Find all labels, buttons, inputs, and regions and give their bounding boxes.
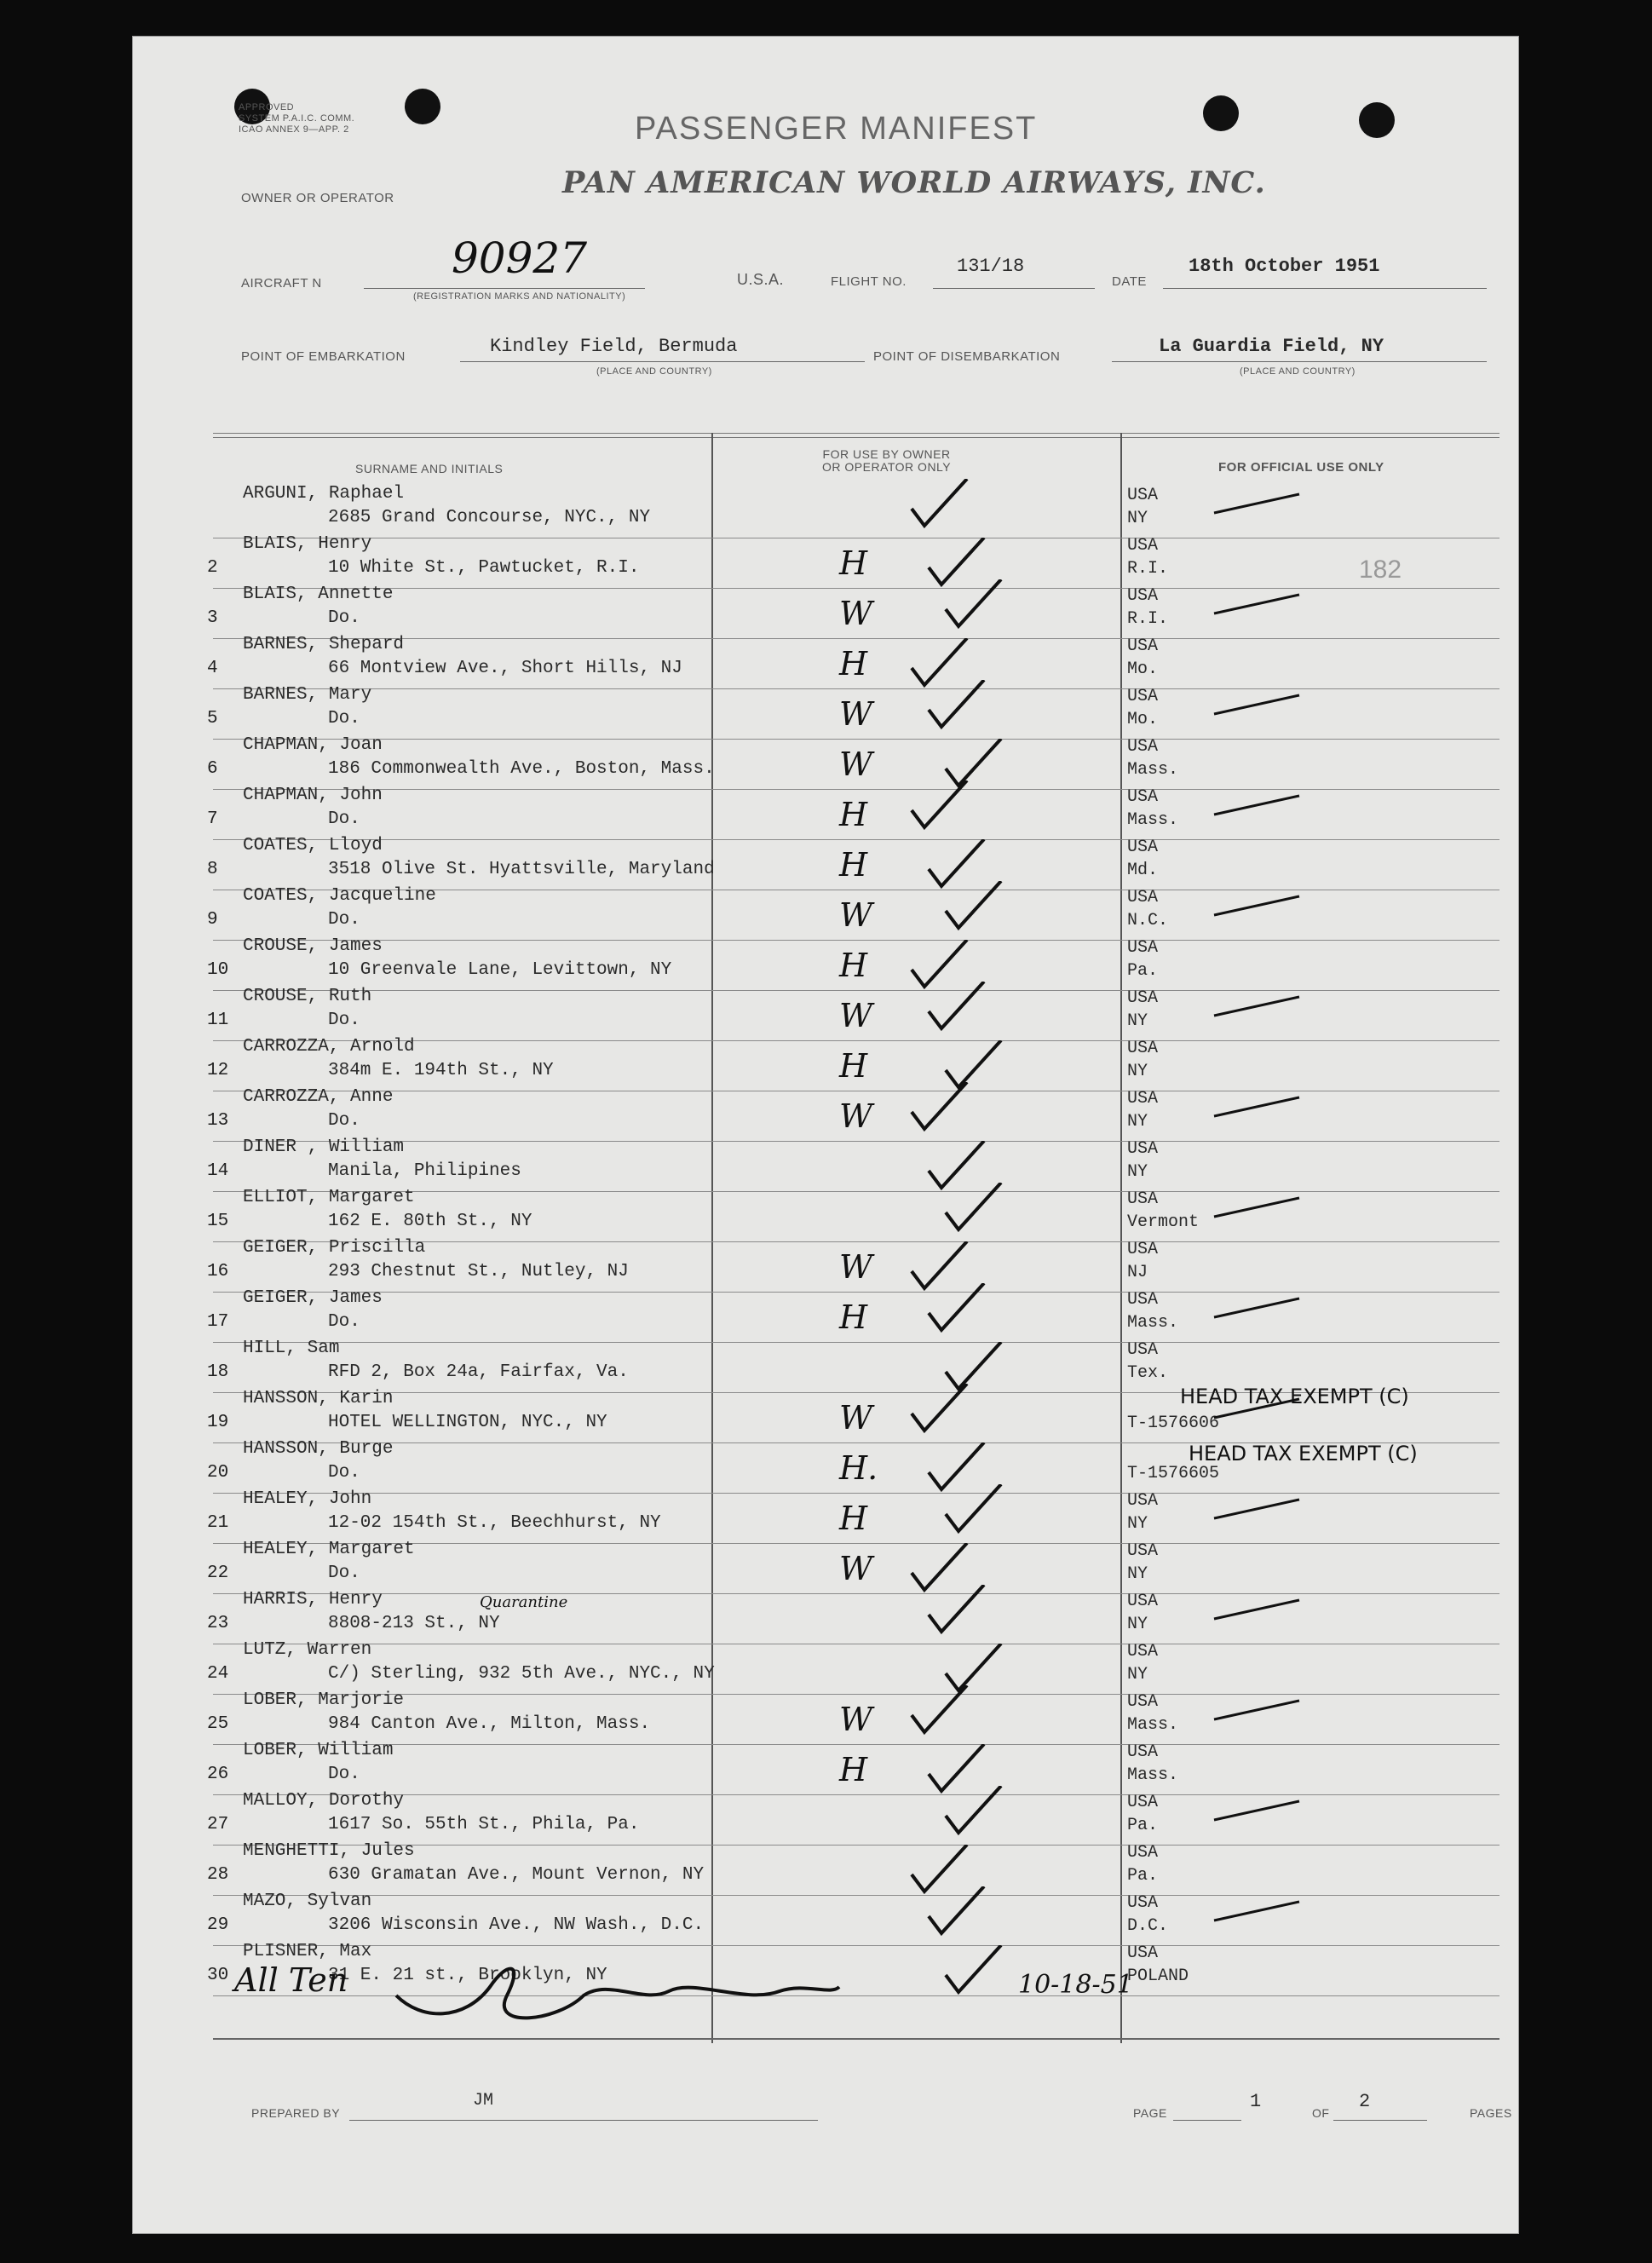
official-country: USA [1127,1039,1159,1058]
official-state: Md. [1127,861,1159,880]
check-mark-icon [924,680,993,731]
official-country: USA [1127,1189,1159,1209]
official-country: USA [1127,787,1159,807]
table-row [132,886,1519,940]
official-country: USA [1127,988,1159,1008]
official-country: USA [1127,1893,1159,1913]
annotation-19: HEAD TAX EXEMPT (C) [1180,1385,1409,1408]
manifest-sheet [132,36,1519,2234]
page-total: 2 [1359,2091,1371,2112]
row-number: 25 [207,1714,229,1734]
row-number: 13 [207,1111,229,1131]
table-row [132,1841,1519,1895]
passenger-address: Do. [328,1765,360,1784]
official-country: USA [1127,1943,1159,1963]
owner-label: OWNER OR OPERATOR [241,191,394,205]
table-row [132,1640,1519,1694]
official-state: NJ [1127,1263,1148,1282]
row-number: 16 [207,1262,229,1281]
official-state: Mass. [1127,1313,1179,1333]
official-check-icon [1206,1091,1308,1125]
passenger-name: MENGHETTI, Jules [243,1841,415,1861]
official-state: NY [1127,1514,1148,1534]
official-check-icon [1206,1191,1308,1225]
passenger-name: HARRIS, Henry [243,1590,383,1609]
passenger-name: BLAIS, Annette [243,584,394,604]
official-state: T-1576605 [1127,1464,1220,1483]
official-state: Mass. [1127,1715,1179,1735]
of-label: OF [1312,2106,1330,2120]
passenger-name: MAZO, Sylvan [243,1892,372,1911]
owner-mark: W [839,1399,873,1437]
check-mark-icon [924,982,993,1033]
stamp-number: 182 [1359,556,1402,584]
passenger-name: BLAIS, Henry [243,534,372,554]
official-country: USA [1127,1742,1159,1762]
check-mark-icon [924,1585,993,1636]
official-state: Mo. [1127,659,1159,679]
passenger-address: C/) Sterling, 932 5th Ave., NYC., NY [328,1664,715,1684]
passenger-address: RFD 2, Box 24a, Fairfax, Va. [328,1362,629,1382]
row-number: 10 [207,960,229,980]
col-surname-header: SURNAME AND INITIALS [355,462,504,475]
disembarkation-point: La Guardia Field, NY [1159,336,1384,357]
passenger-name: ARGUNI, Raphael [243,484,405,504]
passenger-name: HILL, Sam [243,1339,340,1358]
row-number: 26 [207,1765,229,1784]
passenger-address: 10 White St., Pawtucket, R.I. [328,558,640,578]
official-state: NY [1127,1615,1148,1634]
check-mark-icon [924,1283,993,1334]
table-row [132,786,1519,839]
table-row [132,836,1519,890]
page-title: PASSENGER MANIFEST [635,111,1038,147]
official-state: Mo. [1127,710,1159,729]
official-state: Mass. [1127,1765,1179,1785]
owner-mark: W [839,746,873,783]
official-state: D.C. [1127,1916,1169,1936]
official-state: Tex. [1127,1363,1169,1383]
official-state: NY [1127,1162,1148,1182]
check-mark-icon [941,1786,1010,1837]
official-state: NY [1127,1011,1148,1031]
row-number: 2 [207,558,218,578]
table-row [132,1288,1519,1342]
embarkation-point: Kindley Field, Bermuda [490,336,738,357]
passenger-name: LUTZ, Warren [243,1640,372,1660]
table-row [132,987,1519,1040]
passenger-name: LOBER, Marjorie [243,1690,405,1710]
official-check-icon [1206,688,1308,723]
official-check-icon [1206,487,1308,521]
aircraft-label: AIRCRAFT N [241,276,322,291]
row-number: 28 [207,1865,229,1885]
owner-mark: H [839,645,868,682]
official-country: USA [1127,1240,1159,1259]
footer-signature: All Ten [234,1961,348,1999]
passenger-address: Do. [328,809,360,829]
official-country: USA [1127,1793,1159,1812]
punch-hole [1359,102,1395,138]
passenger-address: 10 Greenvale Lane, Levittown, NY [328,960,672,980]
disembarkation-label: POINT OF DISEMBARKATION [873,349,1061,364]
registration-caption: (REGISTRATION MARKS AND NATIONALITY) [413,291,626,302]
check-mark-icon [907,1384,976,1435]
check-mark-icon [941,579,1010,631]
official-country: USA [1127,888,1159,907]
passenger-address: 3518 Olive St. Hyattsville, Maryland [328,860,715,879]
check-mark-icon [941,1945,1010,1996]
check-mark-icon [941,1484,1010,1535]
passenger-name: BARNES, Shepard [243,635,405,654]
table-row [132,1037,1519,1091]
passenger-name: MALLOY, Dorothy [243,1791,405,1811]
owner-mark: W [839,1097,873,1135]
table-row [132,735,1519,789]
owner-name: PAN AMERICAN WORLD AIRWAYS, INC. [562,165,1266,200]
passenger-name: CARROZZA, Arnold [243,1037,415,1057]
official-check-icon [1206,1694,1308,1728]
official-check-icon [1206,890,1308,924]
row-number: 4 [207,659,218,678]
table-row [132,635,1519,688]
row-number: 12 [207,1061,229,1080]
passenger-name: HEALEY, John [243,1489,372,1509]
passenger-address: 2685 Grand Concourse, NYC., NY [328,508,651,527]
prepared-by: JM [473,2091,494,2110]
passenger-address: 384m E. 194th St., NY [328,1061,554,1080]
owner-mark: W [839,1248,873,1286]
owner-mark: W [839,997,873,1034]
prepared-label: PREPARED BY [251,2106,341,2120]
flight-label: FLIGHT NO. [831,274,907,289]
row-number: 6 [207,759,218,779]
owner-mark: H [839,846,868,884]
check-mark-icon [907,780,976,832]
page-label: PAGE [1133,2106,1167,2120]
passenger-address: Do. [328,910,360,930]
table-row [132,1590,1519,1644]
official-state: NY [1127,1665,1148,1684]
official-country: USA [1127,1592,1159,1611]
disembark-caption: (PLACE AND COUNTRY) [1240,366,1356,377]
official-country: USA [1127,486,1159,505]
passenger-address: 31 E. 21 st., Brooklyn, NY [328,1966,607,1985]
passenger-address: 3206 Wisconsin Ave., NW Wash., D.C. [328,1915,705,1935]
owner-mark: W [839,595,873,632]
passenger-address: 293 Chestnut St., Nutley, NJ [328,1262,629,1281]
official-country: USA [1127,1290,1159,1310]
official-state: T-1576606 [1127,1414,1220,1433]
official-country: USA [1127,1139,1159,1159]
table-row [132,1791,1519,1845]
check-mark-icon [907,1685,976,1736]
official-country: USA [1127,1541,1159,1561]
row-number: 30 [207,1966,229,1985]
official-country: USA [1127,636,1159,656]
row-number: 3 [207,608,218,628]
official-check-icon [1206,1292,1308,1326]
official-state: R.I. [1127,559,1169,579]
owner-mark: H [839,947,868,984]
passenger-address: Do. [328,1111,360,1131]
row-number: 20 [207,1463,229,1483]
passenger-name: ELLIOT, Margaret [243,1188,415,1207]
passenger-address: Do. [328,1312,360,1332]
table-row [132,1892,1519,1945]
row-number: 24 [207,1664,229,1684]
date-label: DATE [1112,274,1147,289]
official-state: N.C. [1127,911,1169,930]
owner-mark: W [839,1550,873,1587]
passenger-name: COATES, Jacqueline [243,886,436,906]
check-mark-icon [941,1183,1010,1234]
passenger-name: BARNES, Mary [243,685,372,705]
passenger-name: CROUSE, Ruth [243,987,372,1006]
official-country: USA [1127,1642,1159,1661]
owner-mark: W [839,695,873,733]
passenger-name: LOBER, William [243,1741,394,1760]
table-row [132,484,1519,538]
owner-mark: W [839,896,873,934]
owner-mark: H [839,544,868,582]
row-number: 15 [207,1212,229,1231]
nationality: U.S.A. [737,271,785,288]
official-state: Pa. [1127,1866,1159,1886]
passenger-name: COATES, Lloyd [243,836,383,855]
pages-label: PAGES [1470,2106,1512,2120]
passenger-name: DINER , William [243,1137,405,1157]
table-row [132,584,1519,638]
passenger-name: CARROZZA, Anne [243,1087,394,1107]
passenger-address: Manila, Philipines [328,1161,521,1181]
passenger-address: 630 Gramatan Ave., Mount Vernon, NY [328,1865,705,1885]
official-check-icon [1206,1895,1308,1929]
official-state: POLAND [1127,1966,1189,1986]
passenger-address: 162 E. 80th St., NY [328,1212,532,1231]
table-row [132,1540,1519,1593]
row-number: 29 [207,1915,229,1935]
owner-mark: H [839,796,868,833]
approval-note: APPROVED SYSTEM P.A.I.C. COMM. ICAO ANNEX 9—APP. 2 [239,102,355,135]
col-owner-header: FOR USE BY OWNER OR OPERATOR ONLY [822,447,952,474]
official-check-icon [1206,990,1308,1024]
table-row [132,534,1519,588]
official-state: Pa. [1127,1816,1159,1835]
official-state: Pa. [1127,961,1159,981]
check-mark-icon [941,881,1010,932]
flight-date: 18th October 1951 [1189,256,1380,277]
official-country: USA [1127,1843,1159,1863]
passenger-name: CHAPMAN, John [243,786,383,805]
official-check-icon [1206,789,1308,823]
official-state: Mass. [1127,810,1179,830]
owner-mark: H [839,1298,868,1336]
row-number: 5 [207,709,218,728]
table-row [132,1690,1519,1744]
punch-hole [405,89,440,124]
annotation-20: HEAD TAX EXEMPT (C) [1189,1442,1418,1465]
passenger-address: 186 Commonwealth Ave., Boston, Mass. [328,759,715,779]
official-state: NY [1127,1062,1148,1081]
row-number: 14 [207,1161,229,1181]
official-check-icon [1206,1593,1308,1627]
official-state: Mass. [1127,760,1179,780]
row-number: 7 [207,809,218,829]
official-country: USA [1127,1491,1159,1511]
table-row [132,1087,1519,1141]
official-check-icon [1206,1794,1308,1828]
official-country: USA [1127,536,1159,556]
table-row [132,1188,1519,1241]
official-check-icon [1206,588,1308,622]
official-country: USA [1127,838,1159,857]
check-mark-icon [907,1082,976,1133]
passenger-address: Do. [328,709,360,728]
row-number: 9 [207,910,218,930]
owner-mark: W [839,1701,873,1738]
passenger-name: CHAPMAN, Joan [243,735,383,755]
official-state: NY [1127,1564,1148,1584]
passenger-name: HEALEY, Margaret [243,1540,415,1559]
table-row [132,685,1519,739]
passenger-address: Do. [328,1563,360,1583]
passenger-address: 8808-213 St., NY [328,1614,500,1633]
table-row [132,1741,1519,1794]
passenger-address: 12-02 154th St., Beechhurst, NY [328,1513,661,1533]
passenger-name: HANSSON, Karin [243,1389,394,1408]
flight-number: 131/18 [957,256,1025,277]
signature-scrawl [388,1944,848,2030]
table-row [132,1489,1519,1543]
row-number: 19 [207,1413,229,1432]
passenger-address: HOTEL WELLINGTON, NYC., NY [328,1413,607,1432]
official-country: USA [1127,1692,1159,1712]
passenger-address: Do. [328,1463,360,1483]
passenger-name: GEIGER, James [243,1288,383,1308]
official-country: USA [1127,1089,1159,1108]
row-number: 27 [207,1815,229,1834]
official-state: NY [1127,509,1148,528]
official-state: Vermont [1127,1212,1200,1232]
passenger-address: 66 Montview Ave., Short Hills, NJ [328,659,682,678]
row-number: 23 [207,1614,229,1633]
embarkation-label: POINT OF EMBARKATION [241,349,406,364]
owner-mark: H [839,1751,868,1788]
table-row [132,936,1519,990]
row-number: 11 [207,1011,229,1030]
passenger-address: Do. [328,608,360,628]
official-country: USA [1127,938,1159,958]
footer-date: 10-18-51 [1018,1970,1133,2000]
embark-caption: (PLACE AND COUNTRY) [596,366,712,377]
official-country: USA [1127,737,1159,757]
owner-mark: H [839,1500,868,1537]
row-number: 21 [207,1513,229,1533]
check-mark-icon [924,1886,993,1938]
note-quarantine: Quarantine [480,1593,568,1611]
passenger-name: GEIGER, Priscilla [243,1238,426,1258]
official-state: NY [1127,1112,1148,1132]
row-number: 18 [207,1362,229,1382]
col-official-header: FOR OFFICIAL USE ONLY [1218,460,1384,475]
official-check-icon [1206,1493,1308,1527]
passenger-address: 984 Canton Ave., Milton, Mass. [328,1714,651,1734]
page-number: 1 [1250,2091,1262,2112]
aircraft-number: 90927 [452,233,588,283]
official-country: USA [1127,1340,1159,1360]
punch-hole [1203,95,1239,131]
official-state: R.I. [1127,609,1169,629]
passenger-name: CROUSE, James [243,936,383,956]
passenger-address: Do. [328,1011,360,1030]
official-country: USA [1127,687,1159,706]
check-mark-icon [907,479,976,530]
row-number: 17 [207,1312,229,1332]
table-row [132,1238,1519,1292]
row-number: 22 [207,1563,229,1583]
passenger-name: HANSSON, Burge [243,1439,394,1459]
owner-mark: H [839,1047,868,1085]
owner-mark: H. [839,1449,878,1487]
passenger-name: PLISNER, Max [243,1942,372,1961]
row-number: 8 [207,860,218,879]
passenger-address: 1617 So. 55th St., Phila, Pa. [328,1815,640,1834]
table-row [132,1137,1519,1191]
official-country: USA [1127,586,1159,606]
